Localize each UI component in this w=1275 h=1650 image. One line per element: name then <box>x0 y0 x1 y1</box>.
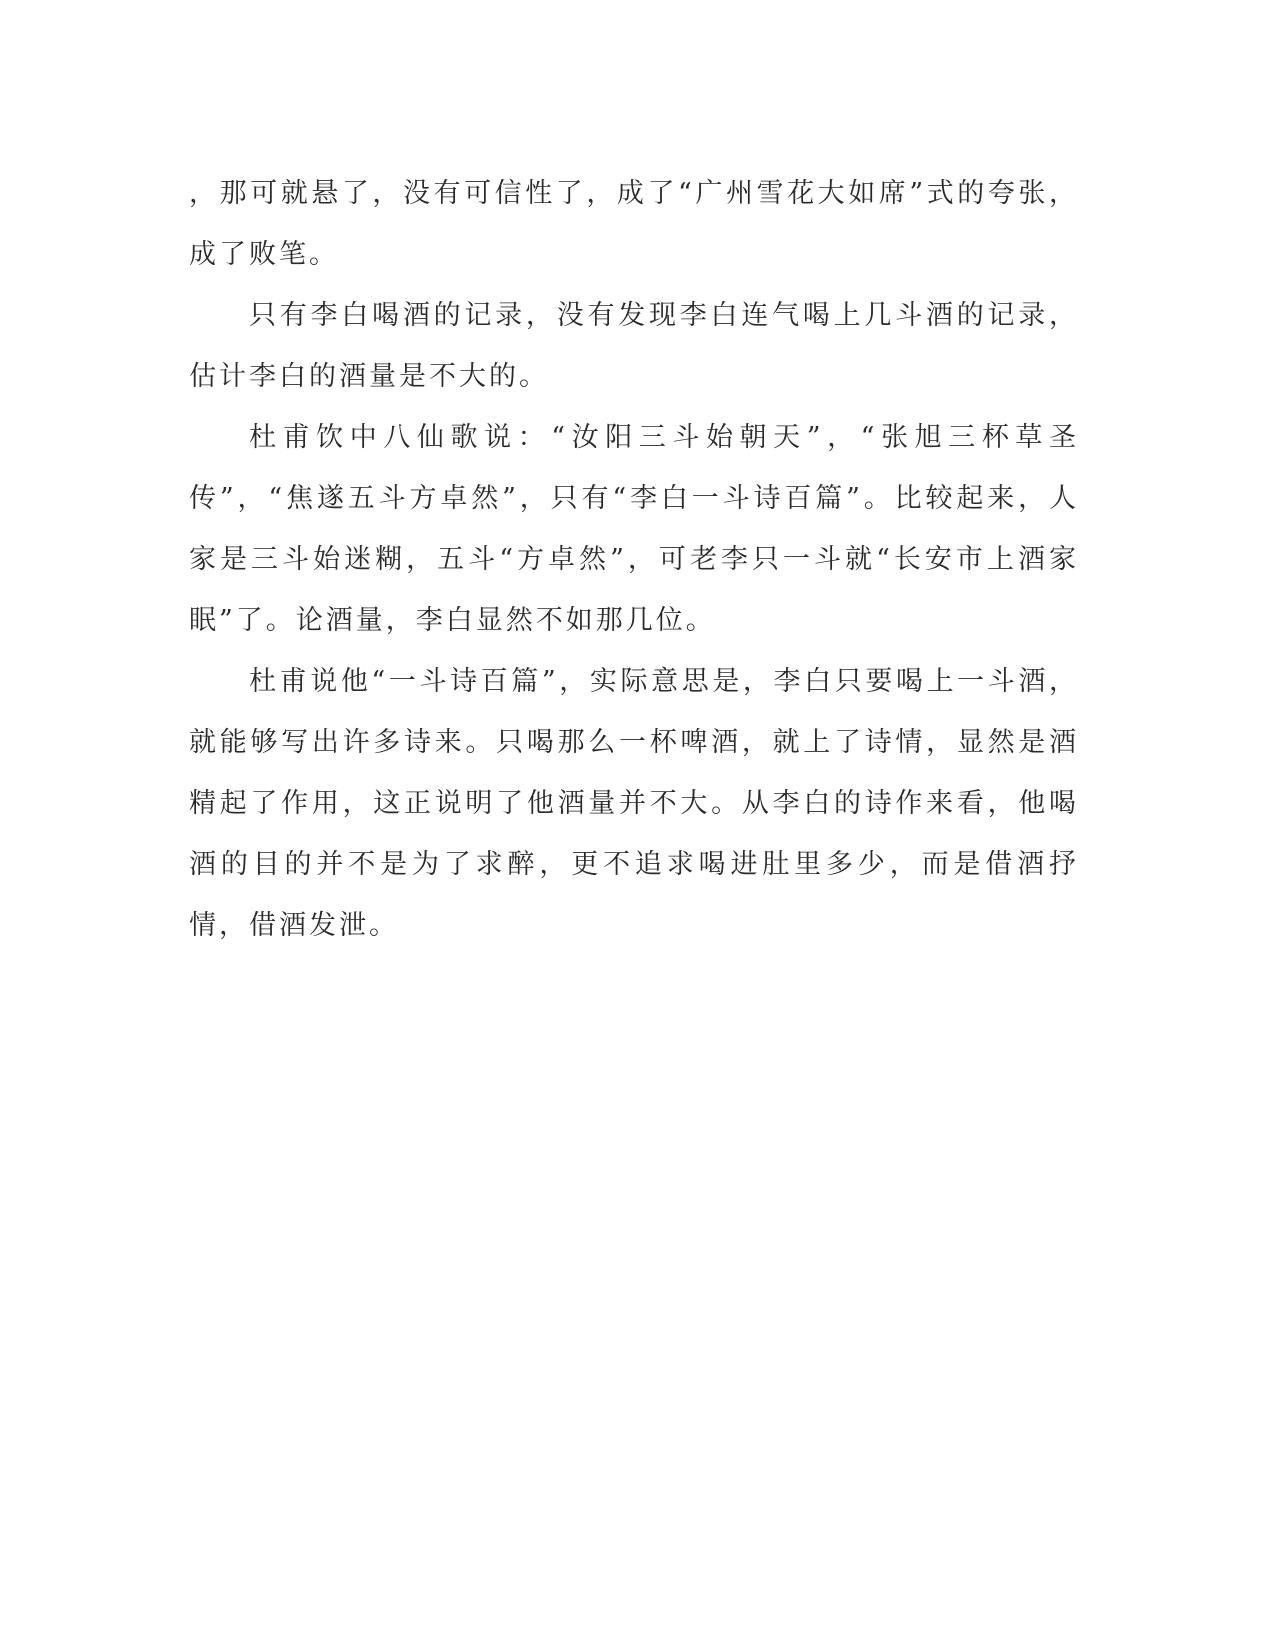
paragraph-li-bai-drinking-record: 只有李白喝酒的记录，没有发现李白连气喝上几斗酒的记录，估计李白的酒量是不大的。 <box>189 300 1079 392</box>
paragraph-eight-immortals-song: 杜甫饮中八仙歌说：“汝阳三斗始朝天”，“张旭三杯草圣传”，“焦遂五斗方卓然”，只有“李白一斗诗百篇”。比较起来，人家是三斗始迷糊，五斗“方卓然”，可老李只一斗就“长安市上酒家眠”了。论酒量，李白显然不如那几位。 <box>189 422 1079 636</box>
paragraph-continuation: ，那可就悬了，没有可信性了，成了“广州雪花大如席”式的夸张，成了败笔。 <box>189 178 1079 270</box>
document-body <box>189 163 1079 956</box>
paragraph-one-dou-hundred-poems: 杜甫说他“一斗诗百篇”，实际意思是，李白只要喝上一斗酒，就能够写出许多诗来。只喝那么一杯啤酒，就上了诗情，显然是酒精起了作用，这正说明了他酒量并不大。从李白的诗作来看，他喝酒的目的并不是为了求醉，更不追求喝进肚里多少，而是借酒抒情，借酒发泄。 <box>189 666 1079 941</box>
